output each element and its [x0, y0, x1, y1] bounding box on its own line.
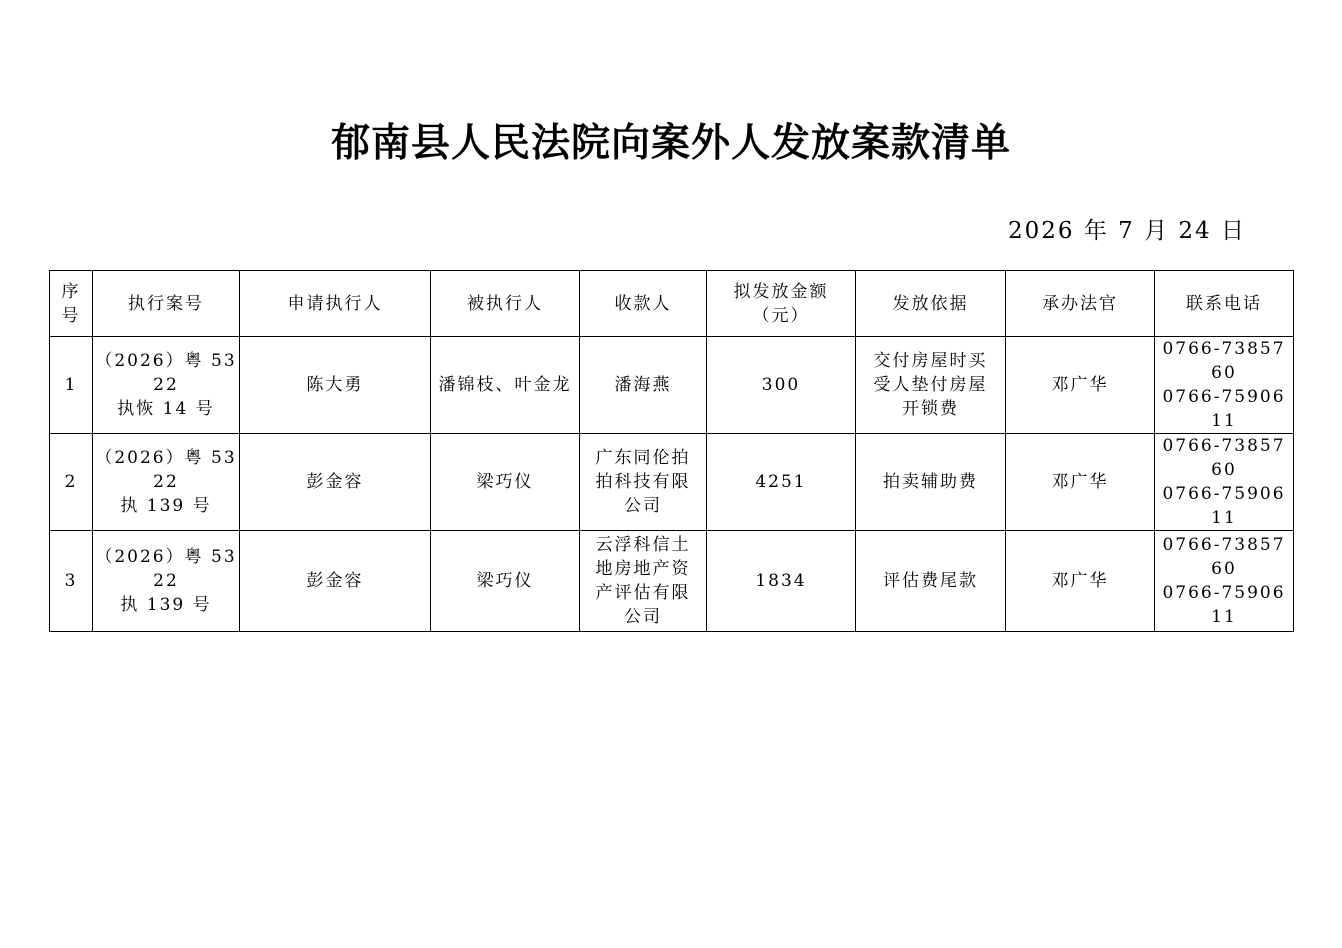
- cell-basis: 交付房屋时买 受人垫付房屋 开锁费: [856, 337, 1006, 434]
- cell-case-no: （2026）粤 5322 执恢 14 号: [93, 337, 240, 434]
- cell-applicant: 彭金容: [240, 434, 431, 531]
- cell-phone: 0766-7385760 0766-7590611: [1155, 531, 1294, 632]
- header-amount: 拟发放金额 （元）: [707, 271, 856, 337]
- cell-respondent: 梁巧仪: [431, 434, 580, 531]
- cell-seq: 2: [50, 434, 93, 531]
- table-row: [50, 531, 1294, 632]
- cell-respondent: 梁巧仪: [431, 531, 580, 632]
- cell-applicant: 陈大勇: [240, 337, 431, 434]
- header-payee: 收款人: [580, 271, 707, 337]
- table-row: [50, 337, 1294, 434]
- header-respondent: 被执行人: [431, 271, 580, 337]
- header-case-no: 执行案号: [93, 271, 240, 337]
- disbursement-table: [49, 270, 1294, 632]
- header-applicant: 申请执行人: [240, 271, 431, 337]
- cell-applicant: 彭金容: [240, 531, 431, 632]
- header-phone: 联系电话: [1155, 271, 1294, 337]
- cell-phone: 0766-7385760 0766-7590611: [1155, 337, 1294, 434]
- cell-amount: 4251: [707, 434, 856, 531]
- cell-basis: 拍卖辅助费: [856, 434, 1006, 531]
- cell-seq: 1: [50, 337, 93, 434]
- cell-judge: 邓广华: [1006, 531, 1155, 632]
- cell-amount: 1834: [707, 531, 856, 632]
- cell-payee: 潘海燕: [580, 337, 707, 434]
- table-header-row: [50, 271, 1294, 337]
- document-title: 郁南县人民法院向案外人发放案款清单: [330, 121, 1011, 166]
- cell-amount: 300: [707, 337, 856, 434]
- cell-seq: 3: [50, 531, 93, 632]
- header-judge: 承办法官: [1006, 271, 1155, 337]
- cell-judge: 邓广华: [1006, 337, 1155, 434]
- cell-basis: 评估费尾款: [856, 531, 1006, 632]
- cell-judge: 邓广华: [1006, 434, 1155, 531]
- cell-case-no: （2026）粤 5322 执 139 号: [93, 531, 240, 632]
- header-basis: 发放依据: [856, 271, 1006, 337]
- cell-case-no: （2026）粤 5322 执 139 号: [93, 434, 240, 531]
- table-row: [50, 434, 1294, 531]
- cell-phone: 0766-7385760 0766-7590611: [1155, 434, 1294, 531]
- cell-payee: 云浮科信土 地房地产资 产评估有限 公司: [580, 531, 707, 632]
- document-date: 2026 年 7 月 24 日: [1008, 218, 1246, 244]
- cell-payee: 广东同伦拍 拍科技有限 公司: [580, 434, 707, 531]
- cell-respondent: 潘锦枝、叶金龙: [431, 337, 580, 434]
- header-seq: 序 号: [50, 271, 93, 337]
